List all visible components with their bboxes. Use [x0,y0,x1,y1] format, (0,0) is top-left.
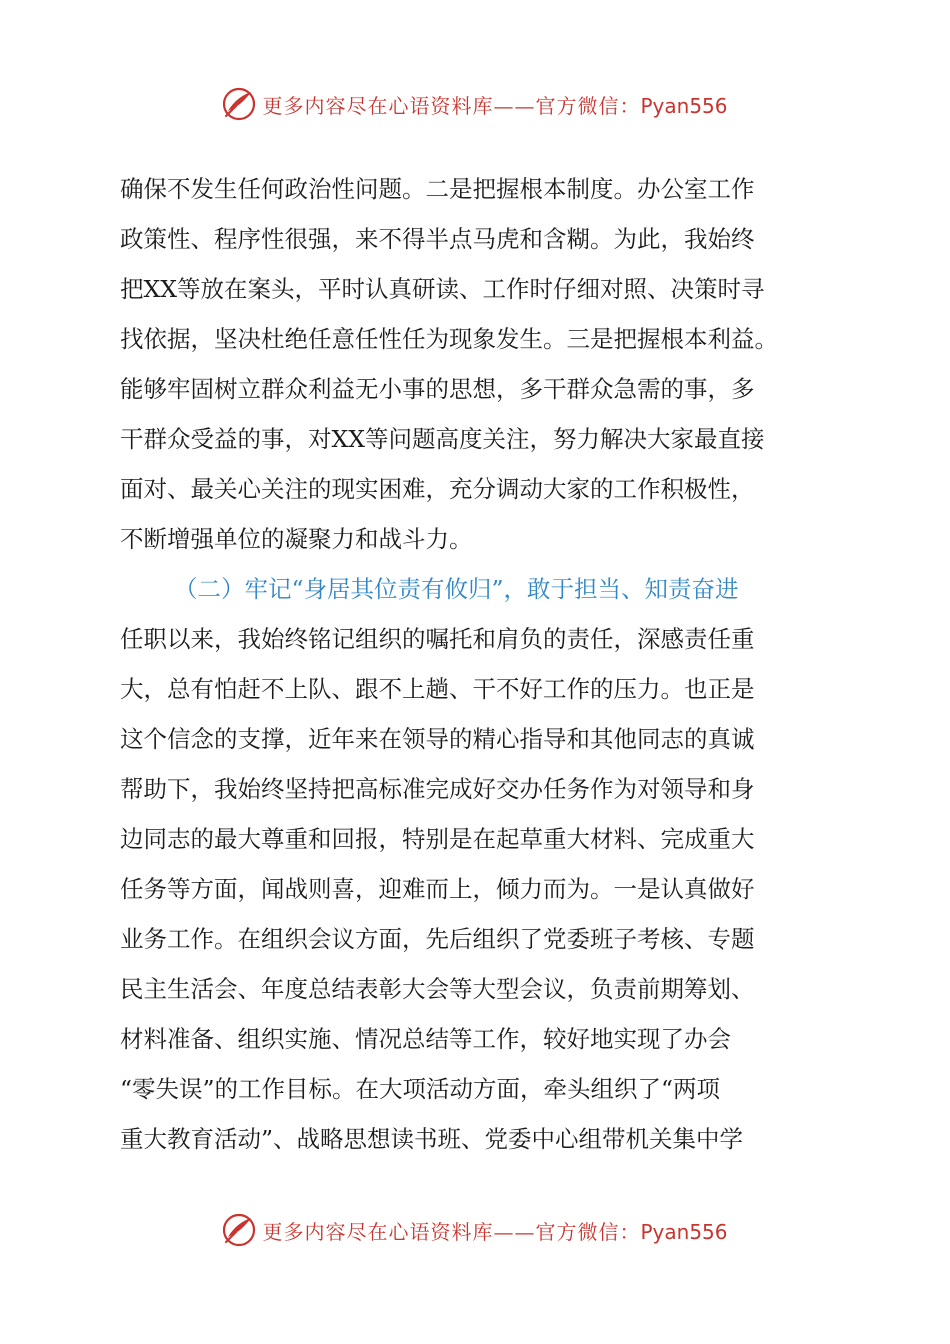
text-line: 边同志的最大尊重和回报，特别是在起草重大材料、完成重大 [120,825,755,853]
quill-logo-icon [222,1213,256,1247]
text-line: 材料准备、组织实施、情况总结等工作，较好地实现了办会 [120,1025,731,1053]
quill-logo-icon [222,87,256,121]
footer-watermark-banner [0,1210,950,1250]
watermark-dash: —— [493,93,536,118]
text-line: “零失误”的工作目标。在大项活动方面，牵头组织了“两项 [120,1075,721,1103]
watermark-brand: 更多内容尽在心语资料库 [262,1219,494,1244]
watermark-dash: —— [493,1219,536,1244]
text-line: 业务工作。在组织会议方面，先后组织了党委班子考核、专题 [120,925,755,953]
text-line: 确保不发生任何政治性问题。二是把握根本制度。办公室工作 [120,175,755,203]
text-line: 这个信念的支撑，近年来在领导的精心指导和其他同志的真诚 [120,725,755,753]
text-line: 帮助下，我始终坚持把高标准完成好交办任务作为对领导和身 [120,775,755,803]
watermark-text [262,90,727,119]
text-line: 任职以来，我始终铭记组织的嘱托和肩负的责任，深感责任重 [120,625,755,653]
watermark-label: 官方微信： [535,1219,641,1244]
watermark-handle: Pyan556 [640,93,728,118]
text-line: 大，总有怕赶不上队、跟不上趟、干不好工作的压力。也正是 [120,675,755,703]
text-line: 把XX等放在案头，平时认真研读、工作时仔细对照、决策时寻 [120,275,765,303]
watermark-text [262,1216,727,1245]
text-line: 干群众受益的事，对XX等问题高度关注，努力解决大家最直接 [120,425,765,453]
text-line: 不断增强单位的凝聚力和战斗力。 [120,525,473,553]
watermark-brand: 更多内容尽在心语资料库 [262,93,494,118]
text-line: 能够牢固树立群众利益无小事的思想，多干群众急需的事，多 [120,375,755,403]
section-heading: （二）牢记“身居其位责有攸归”，敢于担当、知责奋进 [174,575,739,603]
text-line: 面对、最关心关注的现实困难，充分调动大家的工作积极性， [120,475,755,503]
text-line: 重大教育活动”、战略思想读书班、党委中心组带机关集中学 [120,1125,744,1153]
watermark-label: 官方微信： [535,93,641,118]
text-line: 找依据，坚决杜绝任意任性任为现象发生。三是把握根本利益。 [120,325,778,353]
watermark-handle: Pyan556 [640,1219,728,1244]
text-line: 政策性、程序性很强，来不得半点马虎和含糊。为此，我始终 [120,225,755,253]
text-line: 民主生活会、年度总结表彰大会等大型会议，负责前期筹划、 [120,975,755,1003]
document-body [120,164,836,1164]
header-watermark-banner [0,84,950,124]
text-line: 任务等方面，闻战则喜，迎难而上，倾力而为。一是认真做好 [120,875,755,903]
